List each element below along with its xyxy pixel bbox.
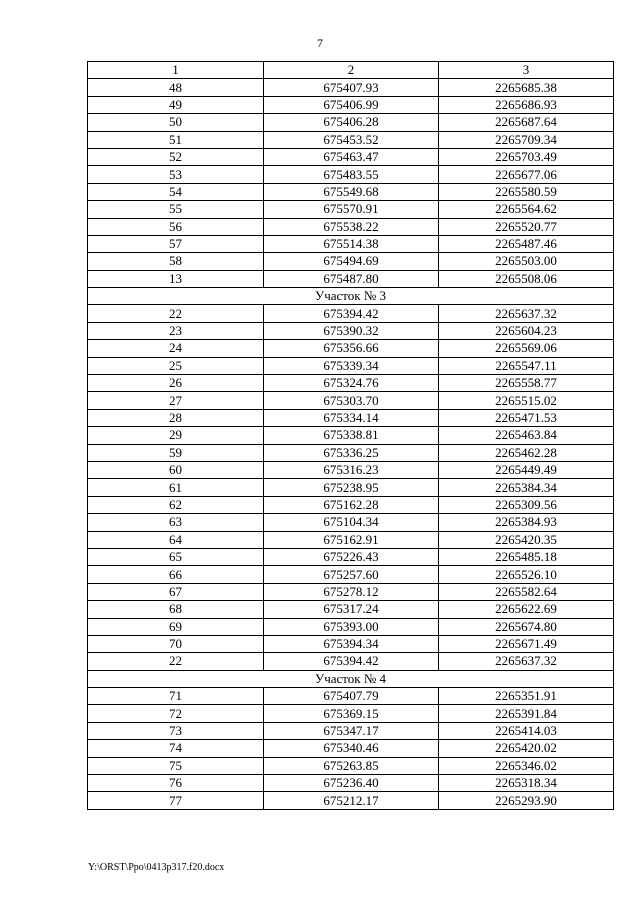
table-row bbox=[88, 131, 614, 148]
section-label: Участок № 4 bbox=[88, 670, 614, 687]
x-coordinate-cell: 675356.66 bbox=[264, 340, 439, 357]
x-coordinate-cell: 675487.80 bbox=[264, 270, 439, 287]
x-coordinate-cell: 675278.12 bbox=[264, 583, 439, 600]
y-coordinate-cell: 2265487.46 bbox=[439, 235, 614, 252]
y-coordinate-cell: 2265547.11 bbox=[439, 357, 614, 374]
table-row bbox=[88, 322, 614, 339]
point-number-cell: 23 bbox=[88, 322, 264, 339]
table-row bbox=[88, 705, 614, 722]
table-row bbox=[88, 792, 614, 809]
y-coordinate-cell: 2265520.77 bbox=[439, 218, 614, 235]
x-coordinate-cell: 675316.23 bbox=[264, 461, 439, 478]
point-number-cell: 62 bbox=[88, 496, 264, 513]
point-number-cell: 58 bbox=[88, 253, 264, 270]
point-number-cell: 69 bbox=[88, 618, 264, 635]
page-number: 7 bbox=[317, 36, 323, 50]
point-number-cell: 67 bbox=[88, 583, 264, 600]
table-row bbox=[88, 218, 614, 235]
y-coordinate-cell: 2265414.03 bbox=[439, 722, 614, 739]
y-coordinate-cell: 2265685.38 bbox=[439, 79, 614, 96]
y-coordinate-cell: 2265420.02 bbox=[439, 740, 614, 757]
y-coordinate-cell: 2265463.84 bbox=[439, 427, 614, 444]
x-coordinate-cell: 675340.46 bbox=[264, 740, 439, 757]
file-path-footer: Y:\ORST\Ppo\0413p317.f20.docx bbox=[88, 862, 225, 873]
x-coordinate-cell: 675549.68 bbox=[264, 183, 439, 200]
y-coordinate-cell: 2265582.64 bbox=[439, 583, 614, 600]
table-row bbox=[88, 375, 614, 392]
x-coordinate-cell: 675406.28 bbox=[264, 114, 439, 131]
point-number-cell: 26 bbox=[88, 375, 264, 392]
x-coordinate-cell: 675394.34 bbox=[264, 635, 439, 652]
coordinates-table bbox=[87, 61, 614, 810]
x-coordinate-cell: 675407.93 bbox=[264, 79, 439, 96]
x-coordinate-cell: 675463.47 bbox=[264, 148, 439, 165]
y-coordinate-cell: 2265604.23 bbox=[439, 322, 614, 339]
y-coordinate-cell: 2265564.62 bbox=[439, 201, 614, 218]
table-row bbox=[88, 688, 614, 705]
table-row bbox=[88, 479, 614, 496]
point-number-cell: 66 bbox=[88, 566, 264, 583]
y-coordinate-cell: 2265471.53 bbox=[439, 409, 614, 426]
x-coordinate-cell: 675407.79 bbox=[264, 688, 439, 705]
x-coordinate-cell: 675336.25 bbox=[264, 444, 439, 461]
table-row bbox=[88, 566, 614, 583]
x-coordinate-cell: 675390.32 bbox=[264, 322, 439, 339]
point-number-cell: 68 bbox=[88, 601, 264, 618]
point-number-cell: 71 bbox=[88, 688, 264, 705]
point-number-cell: 29 bbox=[88, 427, 264, 444]
point-number-cell: 52 bbox=[88, 148, 264, 165]
y-coordinate-cell: 2265384.34 bbox=[439, 479, 614, 496]
table-row bbox=[88, 79, 614, 96]
table-row bbox=[88, 148, 614, 165]
table-row bbox=[88, 601, 614, 618]
table-row bbox=[88, 496, 614, 513]
table-body bbox=[88, 79, 614, 809]
y-coordinate-cell: 2265503.00 bbox=[439, 253, 614, 270]
table-row bbox=[88, 618, 614, 635]
section-row bbox=[88, 670, 614, 687]
x-coordinate-cell: 675317.24 bbox=[264, 601, 439, 618]
x-coordinate-cell: 675538.22 bbox=[264, 218, 439, 235]
table-row bbox=[88, 444, 614, 461]
y-coordinate-cell: 2265346.02 bbox=[439, 757, 614, 774]
x-coordinate-cell: 675238.95 bbox=[264, 479, 439, 496]
table-row bbox=[88, 392, 614, 409]
y-coordinate-cell: 2265449.49 bbox=[439, 461, 614, 478]
point-number-cell: 51 bbox=[88, 131, 264, 148]
x-coordinate-cell: 675236.40 bbox=[264, 775, 439, 792]
x-coordinate-cell: 675494.69 bbox=[264, 253, 439, 270]
point-number-cell: 13 bbox=[88, 270, 264, 287]
point-number-cell: 57 bbox=[88, 235, 264, 252]
y-coordinate-cell: 2265526.10 bbox=[439, 566, 614, 583]
x-coordinate-cell: 675257.60 bbox=[264, 566, 439, 583]
point-number-cell: 73 bbox=[88, 722, 264, 739]
section-label: Участок № 3 bbox=[88, 288, 614, 305]
table-row bbox=[88, 427, 614, 444]
x-coordinate-cell: 675226.43 bbox=[264, 548, 439, 565]
point-number-cell: 72 bbox=[88, 705, 264, 722]
point-number-cell: 76 bbox=[88, 775, 264, 792]
y-coordinate-cell: 2265703.49 bbox=[439, 148, 614, 165]
x-coordinate-cell: 675406.99 bbox=[264, 96, 439, 113]
y-coordinate-cell: 2265351.91 bbox=[439, 688, 614, 705]
point-number-cell: 22 bbox=[88, 305, 264, 322]
column-header: 2 bbox=[264, 62, 439, 79]
point-number-cell: 24 bbox=[88, 340, 264, 357]
x-coordinate-cell: 675570.91 bbox=[264, 201, 439, 218]
y-coordinate-cell: 2265384.93 bbox=[439, 514, 614, 531]
table-row bbox=[88, 461, 614, 478]
table-row bbox=[88, 653, 614, 670]
point-number-cell: 63 bbox=[88, 514, 264, 531]
x-coordinate-cell: 675394.42 bbox=[264, 653, 439, 670]
y-coordinate-cell: 2265485.18 bbox=[439, 548, 614, 565]
point-number-cell: 77 bbox=[88, 792, 264, 809]
x-coordinate-cell: 675324.76 bbox=[264, 375, 439, 392]
point-number-cell: 55 bbox=[88, 201, 264, 218]
y-coordinate-cell: 2265462.28 bbox=[439, 444, 614, 461]
x-coordinate-cell: 675303.70 bbox=[264, 392, 439, 409]
table-row bbox=[88, 270, 614, 287]
y-coordinate-cell: 2265686.93 bbox=[439, 96, 614, 113]
table-row bbox=[88, 201, 614, 218]
point-number-cell: 56 bbox=[88, 218, 264, 235]
point-number-cell: 25 bbox=[88, 357, 264, 374]
column-header: 3 bbox=[439, 62, 614, 79]
x-coordinate-cell: 675212.17 bbox=[264, 792, 439, 809]
y-coordinate-cell: 2265677.06 bbox=[439, 166, 614, 183]
x-coordinate-cell: 675347.17 bbox=[264, 722, 439, 739]
column-header: 1 bbox=[88, 62, 264, 79]
y-coordinate-cell: 2265508.06 bbox=[439, 270, 614, 287]
point-number-cell: 54 bbox=[88, 183, 264, 200]
y-coordinate-cell: 2265318.34 bbox=[439, 775, 614, 792]
y-coordinate-cell: 2265709.34 bbox=[439, 131, 614, 148]
y-coordinate-cell: 2265674.80 bbox=[439, 618, 614, 635]
table-row bbox=[88, 253, 614, 270]
point-number-cell: 61 bbox=[88, 479, 264, 496]
x-coordinate-cell: 675453.52 bbox=[264, 131, 439, 148]
table-row bbox=[88, 235, 614, 252]
section-row bbox=[88, 288, 614, 305]
x-coordinate-cell: 675339.34 bbox=[264, 357, 439, 374]
y-coordinate-cell: 2265637.32 bbox=[439, 305, 614, 322]
point-number-cell: 65 bbox=[88, 548, 264, 565]
point-number-cell: 64 bbox=[88, 531, 264, 548]
x-coordinate-cell: 675162.91 bbox=[264, 531, 439, 548]
point-number-cell: 59 bbox=[88, 444, 264, 461]
x-coordinate-cell: 675393.00 bbox=[264, 618, 439, 635]
x-coordinate-cell: 675514.38 bbox=[264, 235, 439, 252]
table-row bbox=[88, 183, 614, 200]
table-row bbox=[88, 96, 614, 113]
point-number-cell: 70 bbox=[88, 635, 264, 652]
table-row bbox=[88, 635, 614, 652]
x-coordinate-cell: 675394.42 bbox=[264, 305, 439, 322]
y-coordinate-cell: 2265622.69 bbox=[439, 601, 614, 618]
point-number-cell: 74 bbox=[88, 740, 264, 757]
table-header-row bbox=[88, 62, 614, 79]
x-coordinate-cell: 675334.14 bbox=[264, 409, 439, 426]
table-row bbox=[88, 548, 614, 565]
table-row bbox=[88, 114, 614, 131]
y-coordinate-cell: 2265391.84 bbox=[439, 705, 614, 722]
point-number-cell: 49 bbox=[88, 96, 264, 113]
x-coordinate-cell: 675104.34 bbox=[264, 514, 439, 531]
table-row bbox=[88, 166, 614, 183]
y-coordinate-cell: 2265569.06 bbox=[439, 340, 614, 357]
table-row bbox=[88, 757, 614, 774]
y-coordinate-cell: 2265420.35 bbox=[439, 531, 614, 548]
table-row bbox=[88, 722, 614, 739]
point-number-cell: 48 bbox=[88, 79, 264, 96]
point-number-cell: 60 bbox=[88, 461, 264, 478]
x-coordinate-cell: 675369.15 bbox=[264, 705, 439, 722]
table-row bbox=[88, 514, 614, 531]
point-number-cell: 27 bbox=[88, 392, 264, 409]
y-coordinate-cell: 2265671.49 bbox=[439, 635, 614, 652]
x-coordinate-cell: 675338.81 bbox=[264, 427, 439, 444]
table-row bbox=[88, 340, 614, 357]
table-row bbox=[88, 531, 614, 548]
table-row bbox=[88, 740, 614, 757]
table-row bbox=[88, 357, 614, 374]
table-row bbox=[88, 583, 614, 600]
y-coordinate-cell: 2265580.59 bbox=[439, 183, 614, 200]
point-number-cell: 75 bbox=[88, 757, 264, 774]
x-coordinate-cell: 675263.85 bbox=[264, 757, 439, 774]
y-coordinate-cell: 2265637.32 bbox=[439, 653, 614, 670]
y-coordinate-cell: 2265558.77 bbox=[439, 375, 614, 392]
point-number-cell: 50 bbox=[88, 114, 264, 131]
point-number-cell: 28 bbox=[88, 409, 264, 426]
table-row bbox=[88, 775, 614, 792]
y-coordinate-cell: 2265293.90 bbox=[439, 792, 614, 809]
x-coordinate-cell: 675483.55 bbox=[264, 166, 439, 183]
x-coordinate-cell: 675162.28 bbox=[264, 496, 439, 513]
table-row bbox=[88, 305, 614, 322]
table-row bbox=[88, 409, 614, 426]
y-coordinate-cell: 2265515.02 bbox=[439, 392, 614, 409]
y-coordinate-cell: 2265309.56 bbox=[439, 496, 614, 513]
point-number-cell: 53 bbox=[88, 166, 264, 183]
point-number-cell: 22 bbox=[88, 653, 264, 670]
y-coordinate-cell: 2265687.64 bbox=[439, 114, 614, 131]
